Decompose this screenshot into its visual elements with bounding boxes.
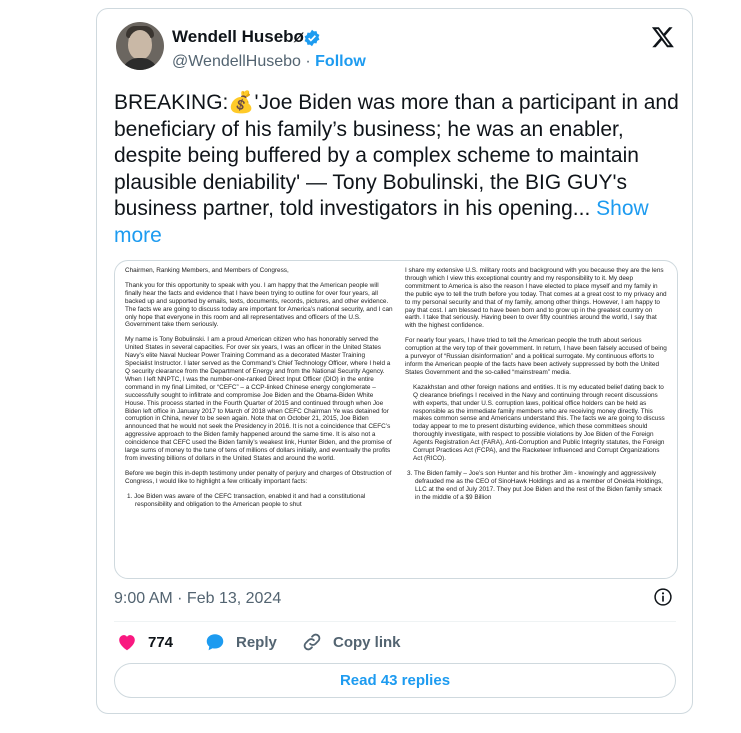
separator: · xyxy=(305,53,311,70)
doc-paragraph: Chairmen, Ranking Members, and Members of Congress, xyxy=(125,267,289,274)
x-logo-icon[interactable] xyxy=(651,25,675,49)
like-button[interactable] xyxy=(116,631,173,653)
doc-paragraph: Before we begin this in-depth testimony under penalty of perjury and charges of Obstruction of Congress, I would like to highlight a few critically important facts: xyxy=(125,469,392,485)
doc-paragraph: My name is Tony Bobulinski. I am a proud American citizen who has honorably served the United States in several capacities. For over six years, I was an officer in the United States Navy’s elite Naval Nuclear Power Training Command as a decorated Master Training Specialist Instructor. I later served as the Command’s Chief Technology Officer, where I held a Q security clearance from the Department of Energy and from the National Security Agency. When I left NNPTC, I was the number-one-ranked Direct Input Officer (DIO) in the entire command in my final Limited, or “CEFC” – a CCP-linked Chinese energy conglomerate – successfully sought to infiltrate and compromise Joe Biden and the Obama-Biden White House. This process started in the Fourth Quarter of 2015 and continued through when Joe Biden left office in January 2017 to March of 2018 when CEFC Chairman Ye was detained for corruption in China, never to be seen again. Note that on October 21, 2015, Joe Biden announced that he would not seek the Presidency in 2016. It is not a coincidence that CEFC’s aggressive approach to the Biden family happened around the same time. It is also not a coincidence that CEFC used the Biden family’s weakest link, Hunter Biden, and the promise of large sums of money to the tune of tens of millions of dollars initially, and eventually the profits from investing billions of dollars in the United States and around the world. xyxy=(125,336,392,462)
divider xyxy=(114,621,676,622)
show-more-link[interactable]: Show more xyxy=(114,197,649,247)
doc-list-item: 3. The Biden family – Joe’s son Hunter and his brother Jim - knowingly and aggressively defrauded me as the CEO of SinoHawk Holdings and as a member of Oneida Holdings, LLC at the end of July 2017. They put Joe Biden and the rest of the Biden family smack in the middle of a $9 Billion xyxy=(407,469,663,501)
link-icon xyxy=(301,631,323,653)
copy-link-label: Copy link xyxy=(333,633,401,651)
tweet-text xyxy=(114,90,679,249)
doc-paragraph: Kazakhstan and other foreign nations and entities. It is my educated belief dating back to Q clearance briefings I received in the Navy and continuing through recent discussions with experts, that under U.S. corruption laws, political office holders can be held as responsible as the immediate family members who are receiving money directly. This makes common sense and Americans understand this. The facts we are going to discuss today appear to me to present disturbing evidence, which these committees should thoroughly investigate, with respect to possible violations by Joe Biden of the Foreign Agents Registration Act (FARA), Anti-Corruption and Public Integrity statutes, the Foreign Corrupt Practices Act (FCPA), and the Racketeer Influenced and Corrupt Organizations Act (RICO). xyxy=(413,383,665,462)
author-name[interactable]: Wendell Husebø xyxy=(172,27,304,46)
reply-label: Reply xyxy=(236,633,277,651)
avatar[interactable] xyxy=(116,22,164,70)
heart-icon xyxy=(116,631,138,653)
document-left-column xyxy=(125,267,393,515)
verified-badge-icon xyxy=(303,29,321,47)
copy-link-button[interactable] xyxy=(301,631,401,653)
author-handle-row xyxy=(172,53,366,71)
like-count: 774 xyxy=(148,633,174,651)
tweet-timestamp[interactable]: 9:00 AM · Feb 13, 2024 xyxy=(114,590,282,607)
chat-bubble-icon xyxy=(204,631,226,653)
info-icon[interactable] xyxy=(653,587,673,607)
reply-button[interactable] xyxy=(204,631,277,653)
read-replies-label: Read 43 replies xyxy=(339,672,451,689)
document-right-column xyxy=(405,267,667,508)
author-handle[interactable]: @WendellHusebo xyxy=(172,53,301,70)
attached-document-image[interactable] xyxy=(114,260,678,579)
doc-paragraph: For nearly four years, I have tried to tell the American people the truth about serious corruption at the very top of their government. In return, I have been falsely accused of being a purveyor of “Russian disinformation” and a political surrogate. My continuous efforts to inform the American people of the facts have been actively suppressed by both the United States Government and the so-called “mainstream” media. xyxy=(405,337,667,376)
tweet-body: BREAKING:💰'Joe Biden was more than a participant in and beneficiary of his family’s business; he was an enabler, despite being buffered by a complex scheme to maintain plausible deniability' — Tony Bobulinski, the BIG GUY's business partner, told investigators in his opening... xyxy=(114,91,679,220)
follow-button[interactable]: Follow xyxy=(315,53,366,70)
read-replies-button[interactable] xyxy=(114,663,676,698)
doc-paragraph: I share my extensive U.S. military roots and background with you because they are the lens through which I view this exceptional country and my responsibility to it. My deep commitment to America is also the reason I have elected to place myself and my family in the public eye to tell the truth before you today. That comes at a great cost to my privacy and to my personal security and that of my family, among other things. However, I am happy to pay that cost. I am blessed to have been born and to grow up in the greatest country on earth. I take that seriously. Having been to over fifty countries around the world, I say that with the highest confidence. xyxy=(405,267,667,330)
doc-paragraph: Thank you for this opportunity to speak with you. I am happy that the American people will finally hear the facts and evidence that I have been trying to outline for over four years, all backed up and supported by emails, texts, documents, records, pictures, and other evidence. The facts we are going to discuss today are important for America’s national security, and I can only hope that everyone in this room and all representatives and officers of the U.S. Government take them seriously. xyxy=(125,281,393,329)
doc-list-item: 1. Joe Biden was aware of the CEFC transaction, enabled it and had a constitutional responsibility and obligation to the American people to shut xyxy=(127,492,366,508)
